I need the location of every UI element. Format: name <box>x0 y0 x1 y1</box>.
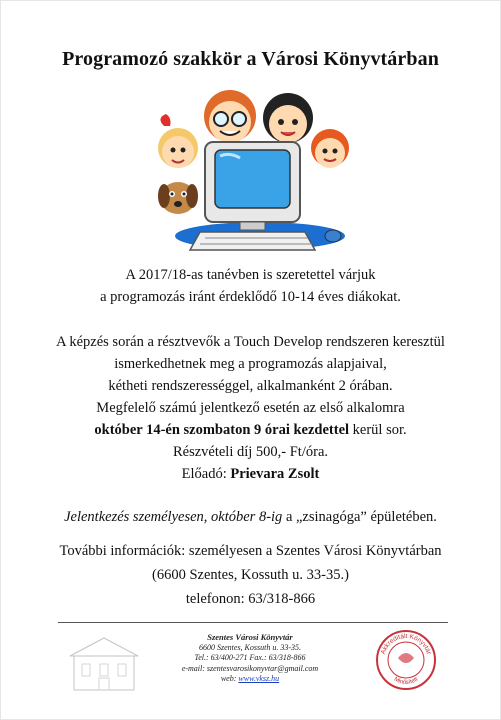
computer-monitor <box>205 142 300 230</box>
fee-line: Részvételi díj 500,- Ft/óra. <box>172 444 329 460</box>
library-building-icon <box>68 632 140 694</box>
info-line-1: További információk: személyesen a Szentes Városi Könyvtárban <box>59 543 442 559</box>
footer-web-label: web: <box>220 674 239 683</box>
details-line-2: ismerkedhetnek meg a programozás alapjaival, <box>114 356 387 372</box>
stamp-bottom-text: Minősített <box>392 676 420 687</box>
details-block <box>0 331 501 485</box>
footer-address: 6600 Szentes, Kossuth u. 33-35. <box>199 642 301 652</box>
keyboard <box>190 232 315 250</box>
registration-rest: a „zsinagóga” épületében. <box>282 509 437 525</box>
footer-phone: Tel.: 63/400-271 Fax.: 63/318-866 <box>194 653 306 662</box>
footer-divider <box>58 622 448 623</box>
accreditation-stamp-icon <box>374 628 438 692</box>
intro-block <box>0 264 501 308</box>
page-title: Programozó szakkör a Városi Könyvtárban <box>62 48 439 70</box>
stamp-top-text: Akkreditált Könyvtár <box>379 632 433 656</box>
lecturer-line <box>0 463 501 485</box>
footer-web <box>150 674 350 685</box>
footer-web-link[interactable]: www.vksz.hu <box>238 674 280 683</box>
info-block <box>0 540 501 610</box>
start-date-rest: kerül sor. <box>349 422 407 438</box>
details-line-4: Megfelelő számú jelentkező esetén az első alkalomra <box>96 400 405 416</box>
dog-figure <box>158 182 198 214</box>
boy-right-figure <box>311 129 349 168</box>
start-date-line <box>0 419 501 441</box>
intro-line-1: A 2017/18-as tanévben is szeretettel várjuk <box>125 267 376 283</box>
girl-dark-hair-figure <box>263 93 313 143</box>
intro-line-2: a programozás iránt érdeklődő 10-14 éves diákokat. <box>100 289 401 305</box>
registration-line <box>0 506 501 528</box>
mouse-device <box>325 230 341 242</box>
registration-italic: Jelentkezés személyesen, október 8-ig <box>64 509 283 525</box>
footer-contact <box>150 632 350 685</box>
boy-glasses-figure <box>204 90 256 143</box>
info-line-2: (6600 Szentes, Kossuth u. 33-35.) <box>152 567 349 583</box>
start-date-bold: október 14-én szombaton 9 órai kezdettel <box>94 422 350 438</box>
lecturer-name: Prievara Zsolt <box>230 466 320 482</box>
footer-library-name: Szentes Városi Könyvtár <box>207 632 293 642</box>
kids-computer-illustration <box>150 86 355 256</box>
details-line-3: kétheti rendszerességgel, alkalmanként 2 órában. <box>108 378 393 394</box>
footer-email: e-mail: szentesvarosikonyvtar@gmail.com <box>181 663 319 673</box>
lecturer-label: Előadó: <box>181 466 231 482</box>
info-line-3: telefonon: 63/318-866 <box>185 591 316 607</box>
girl-left-figure <box>158 114 198 168</box>
details-line-1: A képzés során a résztvevők a Touch Develop rendszeren keresztül <box>56 334 445 350</box>
